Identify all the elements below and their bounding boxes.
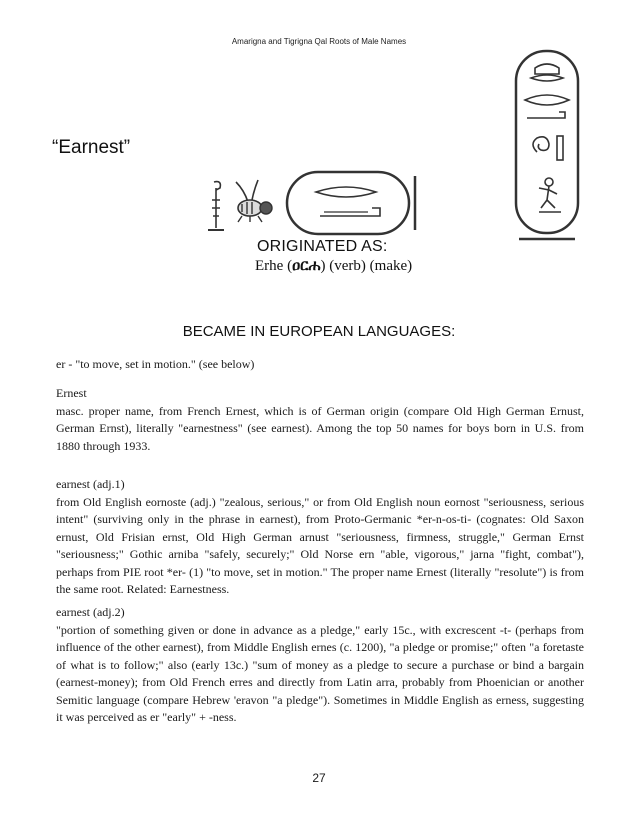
bee-hieroglyph bbox=[228, 176, 278, 226]
entry-ernest bbox=[56, 385, 584, 455]
entry-earnest-adj2 bbox=[56, 604, 584, 727]
entry-heading: earnest (adj.1) bbox=[56, 477, 125, 491]
entry-text: from Old English eornoste (adj.) "zealous, serious," or from Old English noun eornost "seriousness, serious intent" (surviving only in the phrase in earnest), from Proto-Germanic *er-n-os-ti- (cognates: Old Saxon ernust, Old Frisian ernst, Old High German arnust "seriousness, firmness, struggle," German Ernst "seriousness;" Gothic arniba "safely, securely;" Old Norse ern "able, vigorous," jarna "fight, combat"), perhaps from PIE root *er- (1) "to move, set in motion." The proper name Ernest (literally "resolute") is from the same root. Related: Earnestness. bbox=[56, 494, 584, 596]
originated-word-line bbox=[255, 257, 412, 275]
entry-er bbox=[56, 356, 584, 374]
root-word: Erhe bbox=[255, 258, 284, 274]
became-heading: BECAME IN EUROPEAN LANGUAGES: bbox=[182, 323, 456, 340]
horizontal-cartouche-hieroglyph bbox=[284, 168, 422, 238]
entry-er-text: er - "to move, set in motion." (see below) bbox=[56, 357, 255, 371]
entry-heading: Ernest bbox=[56, 386, 87, 400]
entry-heading: earnest (adj.2) bbox=[56, 605, 125, 619]
open-paren: ( bbox=[283, 258, 293, 274]
entry-earnest-adj1 bbox=[56, 476, 584, 599]
name-title: “Earnest” bbox=[52, 137, 131, 158]
geez-root: ዐርሐ bbox=[292, 258, 321, 274]
word-grammar: ) (verb) (make) bbox=[320, 258, 413, 274]
entry-text: "portion of something given or done in advance as a pledge," early 15c., with excrescent -t- (perhaps from influence of the other earnest), from Middle English ernes (c. 1200), "a pledge or promise;" often "a foretaste of what is to follow;" also (early 13c.) "sum of money as a pledge to secure a purchase or bind a bargain (earnest-money); from Old French erres and directly from Latin arra, probably from Phoenician or another Semitic language (compare Hebrew 'eravon "a pledge"). Sometimes in Middle English as erness, suggesting it was perceived as er "early" + -ness. bbox=[56, 622, 584, 724]
vertical-cartouche-hieroglyph bbox=[513, 48, 581, 244]
page-number: 27 bbox=[312, 771, 326, 785]
originated-heading: ORIGINATED AS: bbox=[257, 238, 388, 255]
entry-text: masc. proper name, from French Ernest, which is of German origin (compare Old High German Ernust, German Ernst), literally "earnestness" (see earnest). Among the top 50 names for boys born in U.S. from 1880 through 1933. bbox=[56, 403, 584, 453]
reed-leaf-hieroglyph bbox=[204, 178, 228, 234]
running-header: Amarigna and Tigrigna Qal Roots of Male Names bbox=[231, 37, 407, 46]
